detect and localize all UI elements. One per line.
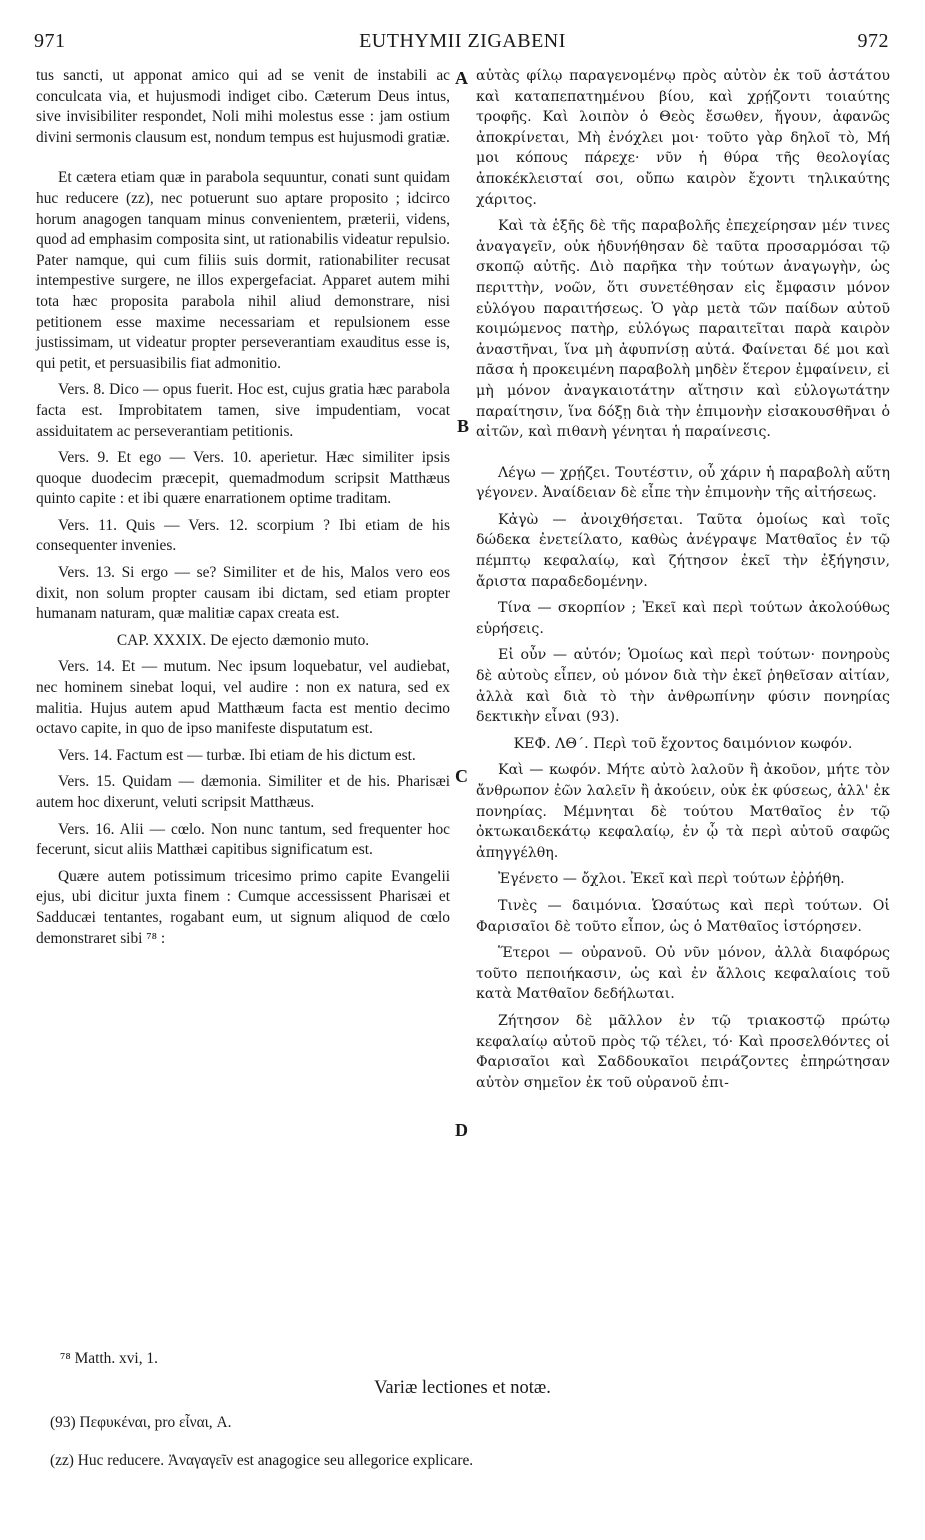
latin-verse: Vers. 9. Et ego — Vers. 10. aperietur. Hæc similiter ipsis quoque duodecim præcepit, quemadmodum scripsit Matthæus quinto capite : et ibi quære enarrationem optime traditam. bbox=[36, 449, 450, 508]
running-title: EUTHYMII ZIGABENI bbox=[359, 30, 566, 52]
latin-verse: Vers. 8. Dico — opus fuerit. Hoc est, cujus gratia hæc parabola facta est. Improbitatem tamen, sive impudentiam, vocat assiduitatem ac perseverantiam petitionis. bbox=[36, 381, 450, 440]
latin-paragraph: Et cætera etiam quæ in parabola sequuntur, conati sunt quidam huc reducere (zz), nec potuerunt suo aptare proposito ; idcirco horum anagogen tanquam minus convenientem, præterii, videns, quod ad emphasim composita sint, ut rationabilis videatur repulsio. Pater namque, qui cum filiis suis dormit, rationabiliter recusat intempestive surgere, ne illos expergefaciat. Apparet autem mihi tota hæc proposita parabola nihil aliud demonstrare, nisi petitionem esse maxime necessariam et repulsionem esse justissimam, ut videatur propter perseverantiam exauditus esse is, qui petit, et persuasibilis fiat admonitio. bbox=[36, 169, 450, 372]
greek-verse: Τινὲς — δαιμόνια. Ὡσαύτως καὶ περὶ τούτων. Οἱ Φαρισαῖοι δὲ τοῦτο εἶπον, ὡς ὁ Ματθαῖος ἱστόρησεν. bbox=[476, 897, 890, 935]
greek-paragraph: Καὶ τὰ ἑξῆς δὲ τῆς παραβολῆς ἐπεχείρησαν μέν τινες ἀναγαγεῖν, οὐκ ἠδυνήθησαν δὲ ταῦτα προσαρμόσαι τῷ σκοπῷ αὐτῆς. Διὸ παρῆκα τὴν τούτων ἀναγωγὴν, ὡς περιττὴν, νοῶν, ὅτι συνετέθησαν εἰς ἔμφασιν μόνον εὐλόγου παραιτήσεως. Ὁ γὰρ μετὰ τῶν παίδων αὐτοῦ κοιμώμενος πατὴρ, εὐλόγως παραιτεῖται παρὰ καιρὸν ἀναστῆναι, ἵνα μὴ ἀφυπνίσῃ αὐτά. Φαίνεται δέ μοι καὶ πᾶσα ἡ προκειμένη παραβολὴ μηδὲν ἕτερον ἐμφαίνειν, εἰ μὴ μόνον ἀναγκαιοτάτην αἴτησιν καὶ εὐλογωτάτην παραίτησιν, ἵνα δόξῃ διὰ τὴν ἐπιμονὴν εἰσακουσθῆναι ὁ αἰτῶν, καὶ πιθανὴ γένηται ἡ παραίνεσις. bbox=[476, 218, 890, 441]
section-marker-a: A bbox=[455, 68, 468, 88]
latin-chapter-heading: CAP. XXXIX. De ejecto dæmonio muto. bbox=[116, 631, 370, 649]
greek-verse: Τίνα — σκορπίον ; Ἐκεῖ καὶ περὶ τούτων ἀκολούθως εὑρήσεις. bbox=[476, 600, 890, 637]
greek-verse: Καὶ — κωφόν. Μήτε αὐτὸ λαλοῦν ἢ ἀκοῦον, μήτε τὸν ἄνθρωπον ἐῶν λαλεῖν ἢ ἀκούειν, οὐκ ἐκ φύσεως, ἀλλ' ἐκ πονηρίας. Μέμνηται δὲ τούτου Ματθαῖος ἐν τῷ ὀκτωκαιδεκάτῳ κεφαλαίῳ, ἐν ᾧ τὰ περὶ αὐτοῦ σαφῶς ἀπηγγέλθη. bbox=[476, 762, 890, 861]
latin-verse: Vers. 11. Quis — Vers. 12. scorpium ? Ibi etiam de his consequenter invenies. bbox=[36, 516, 450, 555]
footnote: ⁷⁸ Matth. xvi, 1. bbox=[60, 1350, 158, 1367]
greek-verse: Ἐγένετο — ὄχλοι. Ἐκεῖ καὶ περὶ τούτων ἐῤῥήθη. bbox=[498, 871, 845, 888]
latin-verse: Vers. 15. Quidam — dæmonia. Similiter et de his. Pharisæi autem hoc dixerunt, veluti scripsit Matthæus. bbox=[36, 773, 450, 811]
section-marker-d: D bbox=[455, 1120, 468, 1140]
latin-verse: Vers. 13. Si ergo — se? Similiter et de his, Malos vero eos dixit, non solum propter causam ibi dictam, sed etiam propter humanam naturam, quæ malitiæ capax creata est. bbox=[36, 564, 450, 623]
greek-verse: Ζήτησον δὲ μᾶλλον ἐν τῷ τριακοστῷ πρώτῳ κεφαλαίῳ αὐτοῦ πρὸς τῷ τέλει, τό· Καὶ προσελθόντες οἱ Φαρισαῖοι καὶ Σαδδουκαῖοι πειράζοντες ἐπηρώτησαν αὐτὸν σημεῖον ἐκ τοῦ οὐρανοῦ ἐπι- bbox=[476, 1012, 890, 1091]
right-page-number: 972 bbox=[857, 30, 889, 52]
variant-note: (zz) Huc reducere. Ἀναγαγεῖν est anagogice seu allegorice explicare. bbox=[50, 1452, 474, 1469]
latin-verse: Quære autem potissimum tricesimo primo capite Evangelii ejus, ubi dicitur juxta finem : Cumque accessissent Pharisæi et Sadducæi tentantes, rogabant eum, ut signum aliquod de cœlo demonstraret sibi ⁷⁸ : bbox=[36, 867, 450, 947]
variant-note: (93) Πεφυκέναι, pro εἶναι, A. bbox=[50, 1414, 232, 1431]
section-marker-c: C bbox=[455, 766, 468, 786]
latin-verse: Vers. 14. Et — mutum. Nec ipsum loquebatur, vel audiebat, nec hominem sinebat loqui, vel audire : non ex natura, sed ex malitia. Hujus autem apud Matthæum facta est mentio decimo octavo capite, in quo de ipso manifeste disputatum est. bbox=[36, 658, 450, 738]
greek-verse: Εἰ οὖν — αὐτόν; Ὁμοίως καὶ περὶ τούτων· πονηροὺς δὲ αὐτοὺς εἶπεν, οὐ μόνον διὰ τὴν ἐκεῖ ῥηθεῖσαν αἰτίαν, ἀλλὰ καὶ διὰ τὸ τὴν ἀνθρωπίνην φύσιν πονηρίας δεκτικὴν εἶναι (93). bbox=[476, 647, 890, 726]
left-page-number: 971 bbox=[34, 30, 66, 52]
page-header bbox=[0, 30, 925, 64]
greek-chapter-heading: ΚΕΦ. ΛΘ΄. Περὶ τοῦ ἔχοντος δαιμόνιον κωφόν. bbox=[513, 735, 853, 752]
latin-verse: Vers. 16. Alii — cœlo. Non nunc tantum, sed frequenter hoc fecerunt, sicut aliis Matthæi capitibus significatum est. bbox=[36, 820, 450, 859]
greek-column bbox=[476, 66, 890, 1093]
greek-verse: Λέγω — χρῄζει. Τουτέστιν, οὗ χάριν ἡ παραβολὴ αὕτη γέγονεν. Ἀναίδειαν δὲ εἶπε τὴν ἐπιμονὴν τῆς αἰτήσεως. bbox=[476, 464, 890, 502]
latin-paragraph: tus sancti, ut apponat amico qui ad se venit de instabili ac conculcata via, et hujusmodi indiget cibo. Cæterum Deus intus, sive invisibiliter respondet, Noli mihi molestus esse : jam ostium divini sermonis clausum est, nondum tempus est hujusmodi gratiæ. bbox=[36, 67, 450, 146]
notes-title: Variæ lectiones et notæ. bbox=[374, 1378, 551, 1398]
greek-verse: Ἕτεροι — οὐρανοῦ. Οὐ νῦν μόνον, ἀλλὰ διαφόρως τοῦτο πεποιήκασιν, ὡς καὶ ἐν ἄλλοις κεφαλαίοις τοῦ κατὰ Ματθαῖον δεδήλωται. bbox=[476, 945, 890, 1003]
greek-paragraph: αὐτὰς φίλῳ παραγενομένῳ πρὸς αὐτὸν ἐκ τοῦ ἀστάτου καὶ καταπεπατημένου βίου, καὶ χρῄζοντι τοιαύτης τροφῆς. Καὶ λοιπὸν ὁ Θεὸς ἔσωθεν, ἤγουν, ἀφανῶς ἀποκρίνεται, Μὴ ἐνόχλει μοι· τοῦτο γὰρ δηλοῖ τὸ, Μή μοι κόπους πάρεχε· νῦν ἡ θύρα τῆς θεολογίας ἀποκέκλεισταί σοι, οὔπω καιρὸν ἔχοντι τηλικαύτης χάριτος. bbox=[476, 68, 890, 208]
section-marker-b: B bbox=[457, 416, 470, 436]
latin-column bbox=[36, 66, 450, 949]
latin-verse: Vers. 14. Factum est — turbæ. Ibi etiam de his dictum est. bbox=[58, 746, 416, 764]
greek-verse: Κἀγὼ — ἀνοιχθήσεται. Ταῦτα ὁμοίως καὶ τοῖς δώδεκα ἐνετείλατο, καθὼς ἀνέγραψε Ματθαῖος ἐν τῷ πέμπτῳ κεφαλαίῳ, καὶ ζήτησον ἐκεῖ τὴν ἐξήγησιν, ἄριστα παραδεδομένην. bbox=[476, 511, 890, 590]
